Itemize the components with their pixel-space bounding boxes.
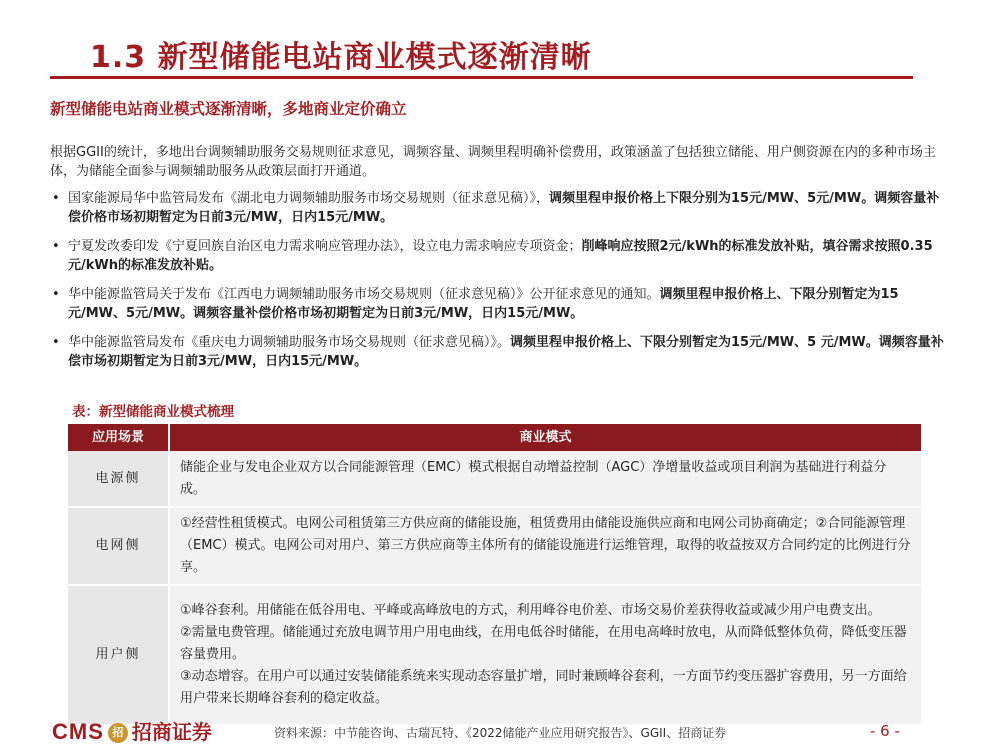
page-title: 1.3 新型储能电站商业模式逐渐清晰 <box>90 40 592 75</box>
bullet-text: 华中能源监管局发布《重庆电力调频辅助服务市场交易规则（征求意见稿）》。 <box>68 335 511 350</box>
page-number: - 6 - <box>870 722 900 740</box>
policy-bullet <box>50 189 950 227</box>
model-text: ①峰谷套利。用储能在低谷用电、平峰或高峰放电的方式，利用峰谷电价差、市场交易价差获得收益或减少用户电费支出。 <box>180 603 881 618</box>
policy-bullet <box>50 333 950 371</box>
model-cell <box>169 507 921 585</box>
logo-badge-icon: 招 <box>108 723 128 743</box>
table-header-row <box>68 424 921 451</box>
bullet-highlight: 调频里程申报价格上、下限分别暂定为15元/MW、5 元/MW。调频容量补偿市场初期暂定为日前3元/MW，日内15元/MW。 <box>68 335 944 369</box>
scene-cell: 电源侧 <box>68 451 169 507</box>
policy-bullet <box>50 237 950 275</box>
bullet-highlight: 削峰响应按照2元/kWh的标准发放补贴，填谷需求按照0.35元/kWh的标准发放补贴。 <box>68 239 933 273</box>
logo-cms-text: CMS <box>52 719 104 744</box>
table-row <box>68 585 921 725</box>
model-cell <box>169 451 921 507</box>
scene-cell: 用户侧 <box>68 585 169 725</box>
header-model: 商业模式 <box>169 424 921 451</box>
model-cell <box>169 585 921 725</box>
source-note: 资料来源：中节能咨询、古瑞瓦特、《2022储能产业应用研究报告》、GGII、招商证券 <box>274 726 727 740</box>
scene-cell: 电网侧 <box>68 507 169 585</box>
model-text: ①经营性租赁模式。电网公司租赁第三方供应商的储能设施，租赁费用由储能设施供应商和电网公司协商确定；②合同能源管理（EMC）模式。电网公司对用户、第三方供应商等主体所有的储能设施进行运维管理，取得的收益按双方合同约定的比例进行分享。 <box>180 516 911 575</box>
logo-cn-text: 招商证券 <box>131 720 212 744</box>
bullet-text: 国家能源局华中监管局发布《湖北电力调频辅助服务市场交易规则（征求意见稿）》， <box>68 191 550 206</box>
title-divider <box>50 76 913 79</box>
section-subtitle: 新型储能电站商业模式逐渐清晰，多地商业定价确立 <box>50 100 407 118</box>
bullet-highlight: 调频里程申报价格上、下限分别暂定为15元/MW、5元/MW。调频容量补偿价格市场初期暂定为日前3元/MW，日内15元/MW。 <box>68 287 899 321</box>
model-text: ③动态增容。在用户可以通过安装储能系统来实现动态容量扩增，同时兼顾峰谷套利，一方面节约变压器扩容费用，另一方面给用户带来长期峰谷套利的稳定收益。 <box>180 669 907 706</box>
table-row <box>68 451 921 507</box>
bullet-text: 华中能源监管局关于发布《江西电力调频辅助服务市场交易规则（征求意见稿）》公开征求意见的通知。 <box>68 287 660 302</box>
table-caption: 表：新型储能商业模式梳理 <box>72 404 234 420</box>
cms-logo <box>52 716 212 746</box>
bullet-highlight: 调频里程申报价格上下限分别为15元/MW、5元/MW。调频容量补偿价格市场初期暂定为日前3元/MW，日内15元/MW。 <box>68 191 940 225</box>
title-bar <box>50 28 910 78</box>
policy-bullet-list <box>50 189 950 381</box>
intro-paragraph: 根据GGII的统计，多地出台调频辅助服务交易规则征求意见，调频容量、调频里程明确补偿费用，政策涵盖了包括独立储能、用户侧资源在内的多种市场主体，为储能全面参与调频辅助服务从政策层面打开通道。 <box>50 145 936 179</box>
policy-bullet <box>50 285 950 323</box>
model-text: 储能企业与发电企业双方以合同能源管理（EMC）模式根据自动增益控制（AGC）净增量收益或项目利润为基础进行利益分成。 <box>180 459 887 497</box>
model-text: ②需量电费管理。储能通过充放电调节用户用电曲线，在用电低谷时储能，在用电高峰时放电，从而降低整体负荷，降低变压器容量费用。 <box>180 625 907 662</box>
business-model-table <box>68 424 921 726</box>
header-scene: 应用场景 <box>68 424 169 451</box>
table-row <box>68 507 921 585</box>
bullet-text: 宁夏发改委印发《宁夏回族自治区电力需求响应管理办法》，设立电力需求响应专项资金； <box>68 239 582 254</box>
